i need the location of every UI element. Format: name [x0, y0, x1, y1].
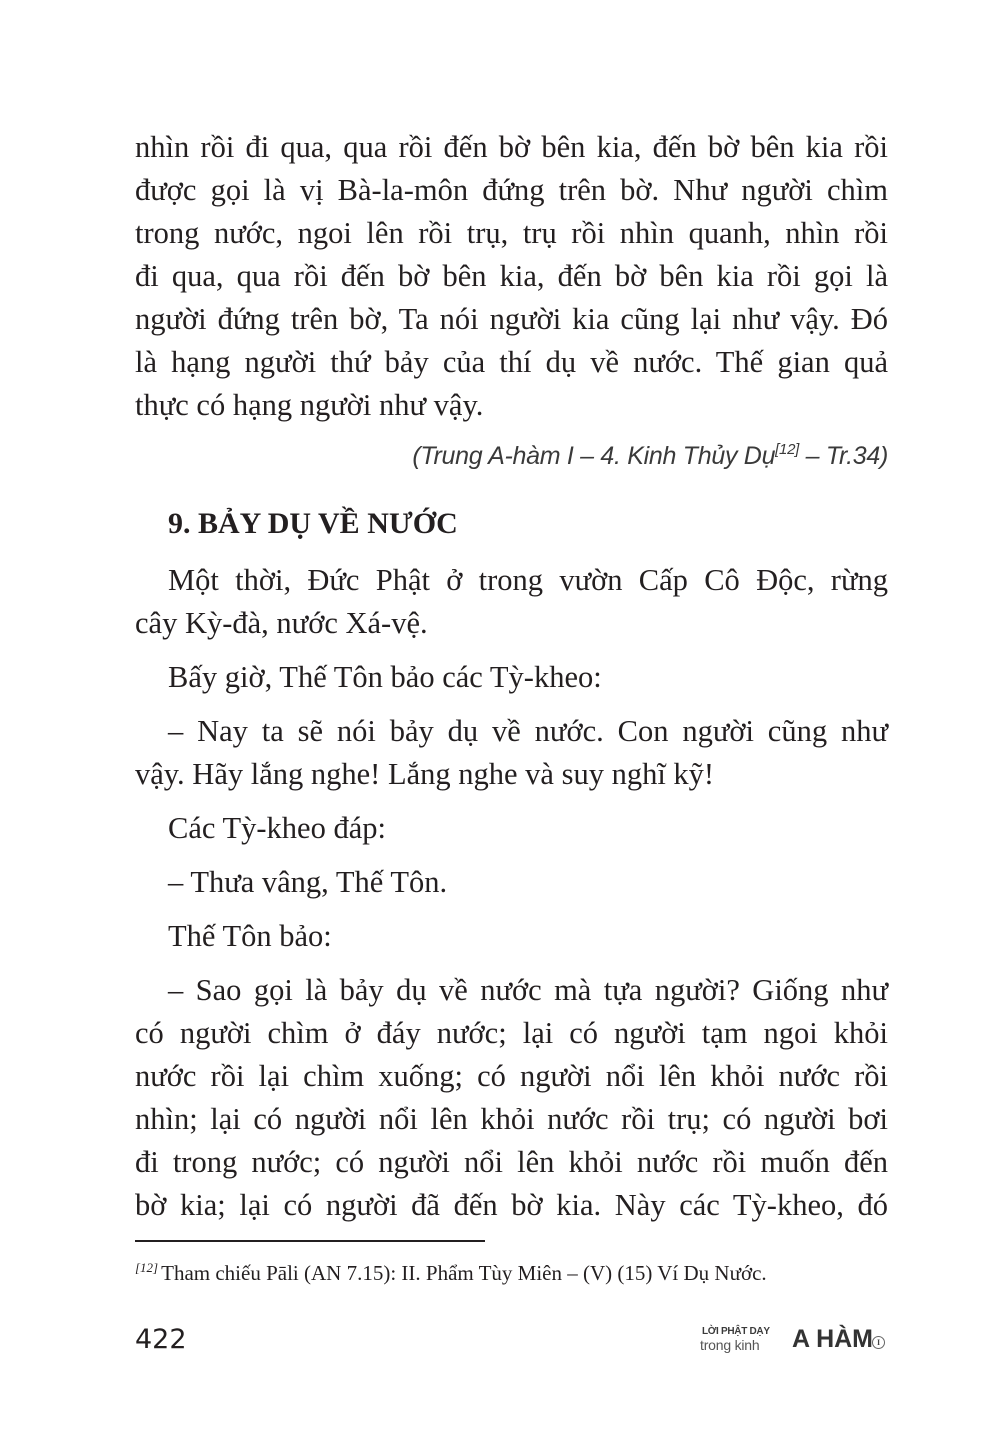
book-title-logo [698, 1326, 888, 1362]
body-line: được gọi là vị Bà-la-môn đứng trên bờ. Như người chìm [135, 173, 888, 207]
source-citation [412, 436, 888, 476]
body-line: đi trong nước; có người nổi lên khỏi nước rồi muốn đến [135, 1145, 888, 1179]
footnote [135, 1258, 767, 1288]
body-line: – Thưa vâng, Thế Tôn. [168, 865, 448, 899]
volume-badge-icon: I [872, 1336, 885, 1349]
body-line: nhìn rồi đi qua, qua rồi đến bờ bên kia, đến bờ bên kia rồi [135, 130, 888, 164]
section-heading: 9. BẢY DỤ VỀ NƯỚC [168, 507, 458, 540]
footnote-marker: [12] [135, 1260, 159, 1275]
citation-tail: – Tr.34) [799, 442, 888, 470]
body-line: Bấy giờ, Thế Tôn bảo các Tỳ-kheo: [168, 660, 602, 694]
body-line: là hạng người thứ bảy của thí dụ về nước. Thế gian quả [135, 345, 888, 379]
body-line: Một thời, Đức Phật ở trong vườn Cấp Cô Độc, rừng [168, 563, 888, 597]
body-line: người đứng trên bờ, Ta nói người kia cũng lại như vậy. Đó [135, 302, 888, 336]
body-line: trong nước, ngoi lên rồi trụ, trụ rồi nhìn quanh, nhìn rồi [135, 216, 888, 250]
body-line: nước rồi lại chìm xuống; có người nổi lên khỏi nước rồi [135, 1059, 888, 1093]
body-line: bờ kia; lại có người đã đến bờ kia. Này các Tỳ-kheo, đó [135, 1188, 888, 1222]
body-line: thực có hạng người như vậy. [135, 388, 484, 422]
citation-footnote-ref[interactable]: [12] [775, 441, 799, 458]
body-line: cây Kỳ-đà, nước Xá-vệ. [135, 606, 428, 640]
body-line: đi qua, qua rồi đến bờ bên kia, đến bờ bên kia rồi gọi là [135, 259, 888, 293]
body-line: nhìn; lại có người nổi lên khỏi nước rồi trụ; có người bơi [135, 1102, 888, 1136]
logo-top-text: LỜI PHẬT DẠY [702, 1326, 770, 1337]
body-line: vậy. Hãy lắng nghe! Lắng nghe và suy nghĩ kỹ! [135, 757, 715, 791]
footnote-text: Tham chiếu Pāli (AN 7.15): II. Phẩm Tùy Miên – (V) (15) Ví Dụ Nước. [161, 1261, 767, 1285]
citation-text: (Trung A-hàm I – 4. Kinh Thủy Dụ [412, 442, 776, 470]
body-line: Các Tỳ-kheo đáp: [168, 811, 386, 845]
logo-main-text: A HÀM [792, 1325, 874, 1353]
body-line: – Sao gọi là bảy dụ về nước mà tựa người? Giống như [168, 973, 888, 1007]
body-line: có người chìm ở đáy nước; lại có người tạm ngoi khỏi [135, 1016, 888, 1050]
page-number: 422 [135, 1324, 187, 1355]
body-line: – Nay ta sẽ nói bảy dụ về nước. Con người cũng như [168, 714, 888, 748]
footnote-divider [135, 1240, 485, 1242]
logo-bottom-text: trong kinh [700, 1337, 760, 1353]
body-line: Thế Tôn bảo: [168, 919, 332, 953]
